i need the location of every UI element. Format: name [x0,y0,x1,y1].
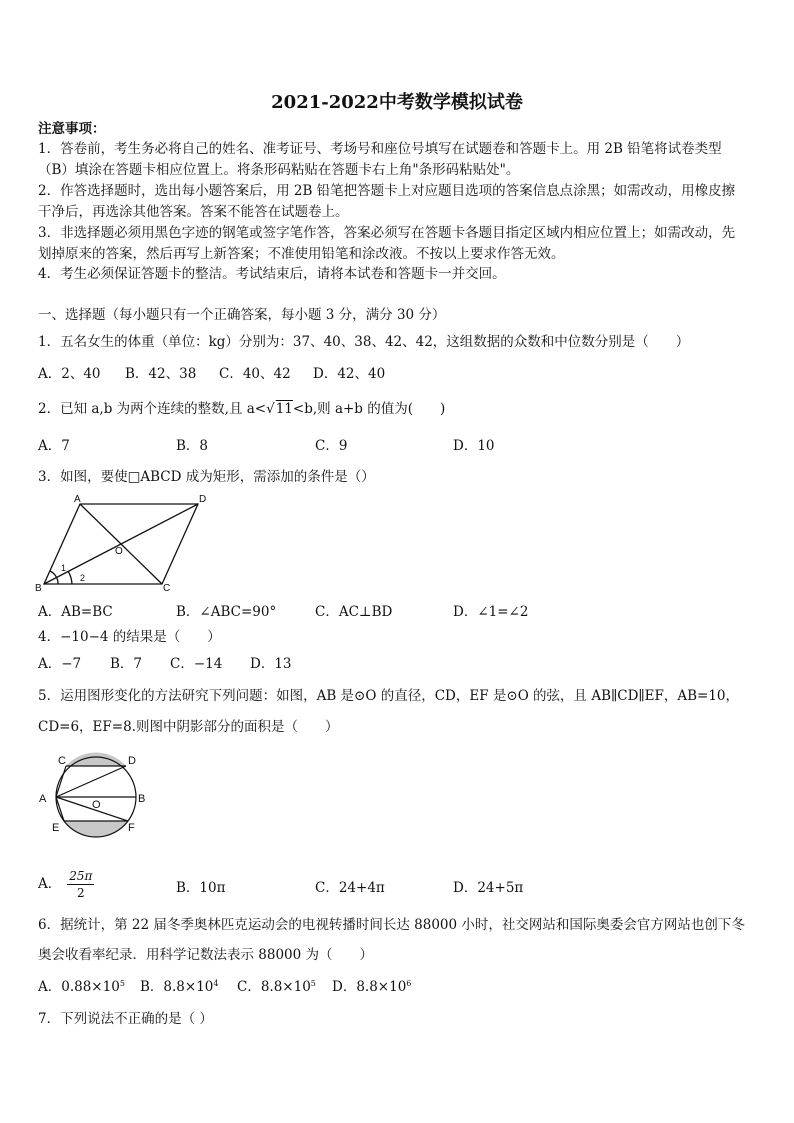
q4-option-c: C．−14 [170,656,223,672]
q3-option-d: D．∠1=∠2 [453,604,529,620]
notice-line: 划掉原来的答案，然后再写上新答案；不准使用铅笔和涂改液。不按以上要求作答无效。 [38,246,565,262]
q6-option-d-exponent: 6 [406,979,412,988]
label-O: O [92,799,101,811]
question-1-stem: 1．五名女生的体重（单位：kg）分别为：37、40、38、42、42，这组数据的众数和中位数分别是（ ） [38,334,690,350]
notice-line: 4．考生必须保证答题卡的整洁。考试结束后，请将本试卷和答题卡一并交回。 [38,266,506,282]
q4-option-a: A．−7 [38,656,82,672]
notice-line: 3．非选择题必须用黑色字迹的钢笔或签字笔作答，答案必须写在答题卡各题目指定区域内相应位置上；如需改动，先 [38,225,736,241]
q6-option-d [332,978,411,996]
q1-option-b: B．42、38 [125,366,197,382]
label-D: D [199,494,207,505]
q5-option-c: C．24+4π [315,880,385,896]
question-6-stem-line-2: 奥会收看率纪录．用科学记数法表示 88000 为（ ） [38,947,374,963]
q4-option-b: B．7 [110,656,143,672]
exam-title: 2021-2022中考数学模拟试卷 [271,92,523,113]
q5-option-b: B．10π [176,880,226,896]
circle-figure [36,752,146,838]
q5-option-a [38,868,94,901]
fraction-denominator: 2 [77,886,85,900]
q2-option-c: C．9 [315,438,348,454]
q5-option-d: D．24+5π [453,880,524,896]
q2-stem-start: 2．已知 a,b 为两个连续的整数,且 a< [38,401,267,417]
q2-option-a: A．7 [38,438,70,454]
q1-option-c: C．40、42 [219,366,291,382]
section-heading: 一、选择题（每小题只有一个正确答案，每小题 3 分，满分 30 分） [38,307,446,323]
label-angle-2: 2 [80,573,86,583]
q6-option-c-exponent: 5 [310,979,316,988]
question-7-stem: 7．下列说法不正确的是（ ） [38,1011,213,1027]
fraction [67,868,94,901]
diagonal-bd [44,504,198,584]
notice-line: 2．作答选择题时，选出每小题答案后，用 2B 铅笔把答题卡上对应题目选项的答案信息点涂黑；如需改动，用橡皮擦 [38,183,736,199]
q6-option-a [38,978,125,996]
q2-option-d: D．10 [453,438,495,454]
q3-option-b: B．∠ABC=90° [176,604,277,620]
notice-heading: 注意事项： [38,121,106,137]
sqrt-sign: √ [266,401,275,417]
q3-option-a: A．AB=BC [38,604,113,620]
question-5-stem-line-1: 5．运用图形变化的方法研究下列问题：如图，AB 是⊙O 的直径，CD，EF 是⊙O 的弦，且 AB∥CD∥EF，AB=10， [38,688,740,704]
q3-option-c: C．AC⊥BD [315,604,393,620]
q6-option-b [140,978,218,996]
q2-option-b: B．8 [176,438,209,454]
q6-option-b-base: B．8.8×10 [140,979,214,995]
question-2-stem [38,400,445,418]
question-5-stem-line-2: CD=6，EF=8.则图中阴影部分的面积是（ ） [38,719,339,735]
notice-line: 干净后，再选涂其他答案。答案不能答在试题卷上。 [38,204,349,220]
q1-option-d: D．42、40 [313,366,386,382]
q5-option-a-prefix: A． [38,876,62,892]
label-C: C [58,755,66,767]
label-B: B [35,583,42,594]
label-C: C [163,583,171,594]
parallelogram-figure [34,492,214,594]
question-6-stem-line-1: 6．据统计，第 22 届冬季奥林匹克运动会的电视转播时间长达 88000 小时，社交网站和国际奥委会官方网站也创下冬 [38,917,745,933]
label-A: A [39,793,47,805]
q6-option-a-base: A．0.88×10 [38,979,120,995]
q6-option-b-exponent: 4 [213,979,219,988]
label-angle-1: 1 [61,563,67,573]
question-4-stem: 4．−10−4 的结果是（ ） [38,629,221,645]
q6-option-c-base: C．8.8×10 [237,979,311,995]
label-A: A [74,494,81,505]
label-F: F [128,822,135,834]
notice-line: 1．答卷前，考生务必将自己的姓名、准考证号、考场号和座位号填写在试题卷和答题卡上。用 2B 铅笔将试卷类型 [38,141,722,157]
label-D: D [128,755,136,767]
q4-option-d: D．13 [250,656,292,672]
angle-1-arc [50,571,58,584]
label-B: B [138,793,146,805]
q6-option-c [237,978,316,996]
q2-stem-end: <b,则 a+b 的值为( ) [292,401,446,417]
sqrt-radicand: 11 [275,401,293,417]
q6-option-a-exponent: 5 [119,979,125,988]
notice-line: （B）填涂在答题卡相应位置上。将条形码粘贴在答题卡右上角"条形码粘贴处"。 [38,162,520,178]
angle-2-arc [68,571,72,584]
question-3-stem: 3．如图，要使□ABCD 成为矩形，需添加的条件是（） [38,469,375,485]
segment-ac [56,766,66,797]
segment-ae [56,797,64,821]
q1-option-a: A．2、40 [38,366,101,382]
q6-option-d-base: D．8.8×10 [332,979,407,995]
label-O: O [115,546,123,557]
fraction-numerator: 25π [69,869,93,883]
label-E: E [52,822,60,834]
